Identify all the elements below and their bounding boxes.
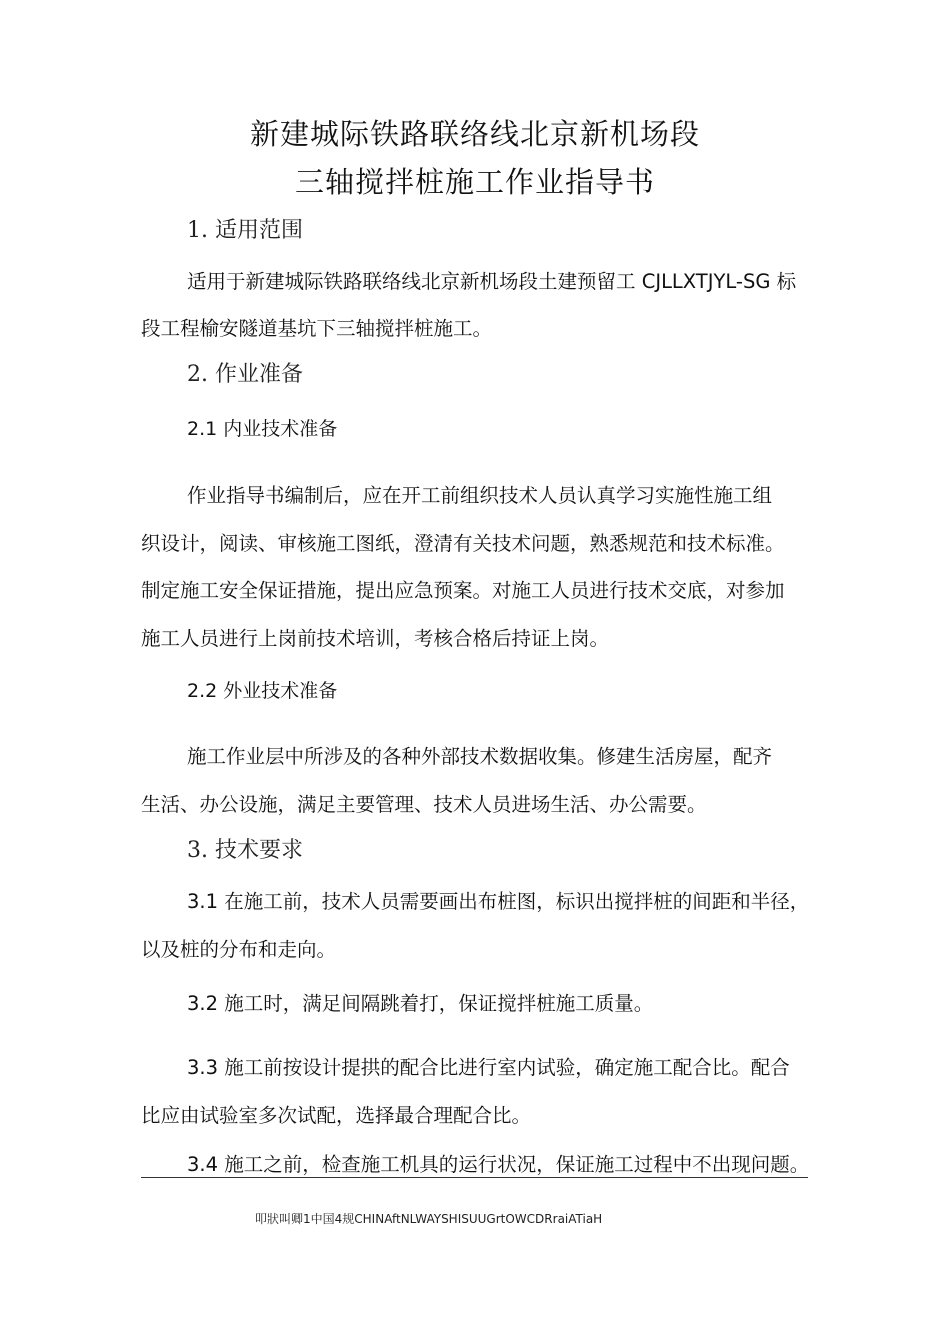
section-2-2-paragraph-line: 施工作业层中所涉及的各种外部技术数据收集。修建生活房屋，配齐 bbox=[187, 745, 773, 768]
section-3-heading: 3. 技术要求 bbox=[187, 838, 303, 863]
section-3-1-line: 3.1 在施工前，技术人员需要画出布桩图，标识出搅拌桩的间距和半径， bbox=[187, 890, 810, 913]
section-3-2-line: 3.2 施工时，满足间隔跳着打，保证搅拌桩施工质量。 bbox=[187, 992, 654, 1015]
section-2-2-paragraph-line: 生活、办公设施，满足主要管理、技术人员进场生活、办公需要。 bbox=[141, 793, 707, 816]
document-title-line1: 新建城际铁路联络线北京新机场段 bbox=[249, 117, 700, 151]
page-footer: 叩狀叫卿1中国4规CHINAftNLWAYSHISUUGrtOWCDRraiATiaH bbox=[255, 1212, 603, 1226]
section-1-heading: 1. 适用范围 bbox=[187, 218, 303, 243]
section-3-1-line: 以及桩的分布和走向。 bbox=[141, 938, 337, 961]
section-3-3-line: 3.3 施工前按设计提拱的配合比进行室内试验，确定施工配合比。配合 bbox=[187, 1056, 790, 1079]
section-3-4-line: 3.4 施工之前，检查施工机具的运行状况，保证施工过程中不出现问题。 bbox=[187, 1153, 810, 1176]
section-2-1-paragraph-line: 织设计，阅读、审核施工图纸，澄清有关技术问题，熟悉规范和技术标准。 bbox=[141, 532, 785, 555]
section-2-1-paragraph-line: 施工人员进行上岗前技术培训，考核合格后持证上岗。 bbox=[141, 627, 610, 650]
section-2-1-heading: 2.1 内业技术准备 bbox=[187, 418, 338, 440]
section-1-paragraph-line: 适用于新建城际铁路联络线北京新机场段土建预留工 CJLLXTJYL-SG 标 bbox=[187, 270, 797, 293]
footer-divider bbox=[141, 1177, 808, 1178]
section-2-2-heading: 2.2 外业技术准备 bbox=[187, 680, 338, 702]
section-1-paragraph-line: 段工程榆安隧道基坑下三轴搅拌桩施工。 bbox=[141, 317, 493, 340]
document-title-line2: 三轴搅拌桩施工作业指导书 bbox=[294, 165, 655, 199]
section-2-1-paragraph-line: 制定施工安全保证措施，提出应急预案。对施工人员进行技术交底，对参加 bbox=[141, 579, 785, 602]
section-2-1-paragraph-line: 作业指导书编制后，应在开工前组织技术人员认真学习实施性施工组 bbox=[187, 484, 773, 507]
section-3-3-line: 比应由试验室多次试配，选择最合理配合比。 bbox=[141, 1104, 532, 1127]
section-2-heading: 2. 作业准备 bbox=[187, 362, 303, 387]
